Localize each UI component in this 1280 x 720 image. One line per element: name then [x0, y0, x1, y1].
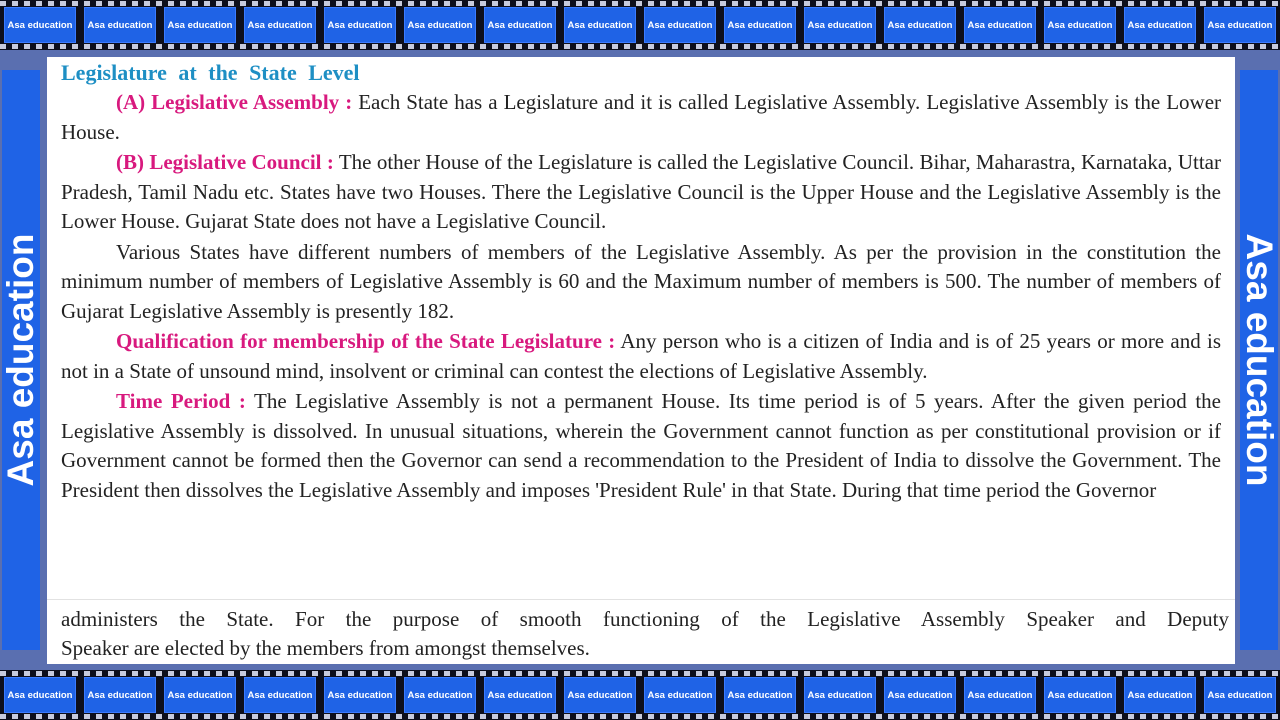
paragraph-text: Various States have different numbers of members of the Legislative Assembly. As per the provision in the constitution the minimum number of members of Legislative Assembly is 60 and the Maximum number of members is 500. The number of members of Gujarat Legislative Assembly is presently 182. [61, 239, 1221, 323]
watermark-tile: Asa education [964, 677, 1036, 713]
right-side-banner [1240, 70, 1278, 650]
continuation-line: administers the State. For the purpose of smooth functioning of the Legislative Assembly Speaker and Deputy [61, 607, 1229, 631]
paragraph-label: Time Period : [116, 389, 246, 413]
watermark-tile: Asa education [1124, 7, 1196, 43]
watermark-tile: Asa education [804, 7, 876, 43]
strip-perforations [0, 671, 1280, 676]
watermark-tile: Asa education [4, 7, 76, 43]
strip-perforations [0, 1, 1280, 6]
watermark-tile: Asa education [1044, 7, 1116, 43]
side-watermark-text: Asa education [1239, 233, 1280, 487]
watermark-tile: Asa education [964, 7, 1036, 43]
paragraph-legislative-assembly [61, 88, 1221, 147]
side-watermark-text: Asa education [0, 233, 41, 487]
bottom-film-strip [0, 670, 1280, 720]
watermark-tile: Asa education [1204, 677, 1276, 713]
watermark-tile: Asa education [644, 677, 716, 713]
watermark-tile: Asa education [484, 7, 556, 43]
paragraph-qualification [61, 327, 1221, 386]
strip-perforations [0, 714, 1280, 719]
paragraph-label: (B) Legislative Council : [116, 150, 334, 174]
watermark-tile: Asa education [724, 677, 796, 713]
watermark-tile: Asa education [244, 677, 316, 713]
left-side-banner [2, 70, 40, 650]
watermark-tile: Asa education [1124, 677, 1196, 713]
page-divider [47, 599, 1235, 600]
document-page [47, 57, 1235, 664]
paragraph-label: (A) Legislative Assembly : [116, 90, 353, 114]
document-body [61, 88, 1221, 506]
paragraph-label: Qualification for membership of the State Legislature : [116, 329, 616, 353]
paragraph-member-numbers [61, 238, 1221, 327]
watermark-tile: Asa education [884, 7, 956, 43]
watermark-tile: Asa education [804, 677, 876, 713]
paragraph-text: The other House of the Legislature is called the Legislative Council. Bihar, Maharastra, Karnataka, Uttar Pradesh, Tamil Nadu etc. States have two Houses. There the Legislative Council is the Upper House and the Legislative Assembly is the Lower House. Gujarat State does not have a Legislative Council. [61, 150, 1221, 233]
watermark-tile: Asa education [1044, 677, 1116, 713]
paragraph-text: Each State has a Legislature and it is called Legislative Assembly. Legislative Assembly is the Lower House. [61, 90, 1222, 144]
paragraph-time-period [61, 387, 1221, 505]
watermark-tile: Asa education [324, 677, 396, 713]
paragraph-legislative-council [61, 148, 1221, 237]
watermark-tile: Asa education [724, 7, 796, 43]
watermark-tile: Asa education [404, 7, 476, 43]
top-film-strip [0, 0, 1280, 50]
watermark-tiles-bottom [4, 677, 1280, 713]
watermark-tile: Asa education [564, 677, 636, 713]
watermark-tile: Asa education [84, 7, 156, 43]
strip-perforations [0, 44, 1280, 49]
watermark-tile: Asa education [164, 677, 236, 713]
paragraph-text: Any person who is a citizen of India and is of 25 years or more and is not in a State of unsound mind, insolvent or criminal can contest the elections of Legislative Assembly. [61, 329, 1221, 383]
watermark-tile: Asa education [884, 677, 956, 713]
continuation-line: Speaker are elected by the members from amongst themselves. [61, 636, 590, 660]
watermark-tile: Asa education [4, 677, 76, 713]
watermark-tile: Asa education [244, 7, 316, 43]
watermark-tile: Asa education [564, 7, 636, 43]
watermark-tiles-top [4, 7, 1280, 43]
watermark-tile: Asa education [164, 7, 236, 43]
watermark-tile: Asa education [404, 677, 476, 713]
watermark-tile: Asa education [324, 7, 396, 43]
watermark-tile: Asa education [84, 677, 156, 713]
section-heading: Legislature at the State Level [61, 60, 360, 85]
watermark-tile: Asa education [644, 7, 716, 43]
continuation-text [61, 605, 1229, 663]
paragraph-text: The Legislative Assembly is not a permanent House. Its time period is of 5 years. After the given period the Legislative Assembly is dissolved. In unusual situations, wherein the Government cannot function as per constitutional provision or if Government cannot be formed then the Governor can send a recommendation to the President of India to dissolve the Government. The President then dissolves the Legislative Assembly and imposes 'President Rule' in that State. During that time period the Governor [61, 389, 1221, 502]
watermark-tile: Asa education [484, 677, 556, 713]
watermark-tile: Asa education [1204, 7, 1276, 43]
